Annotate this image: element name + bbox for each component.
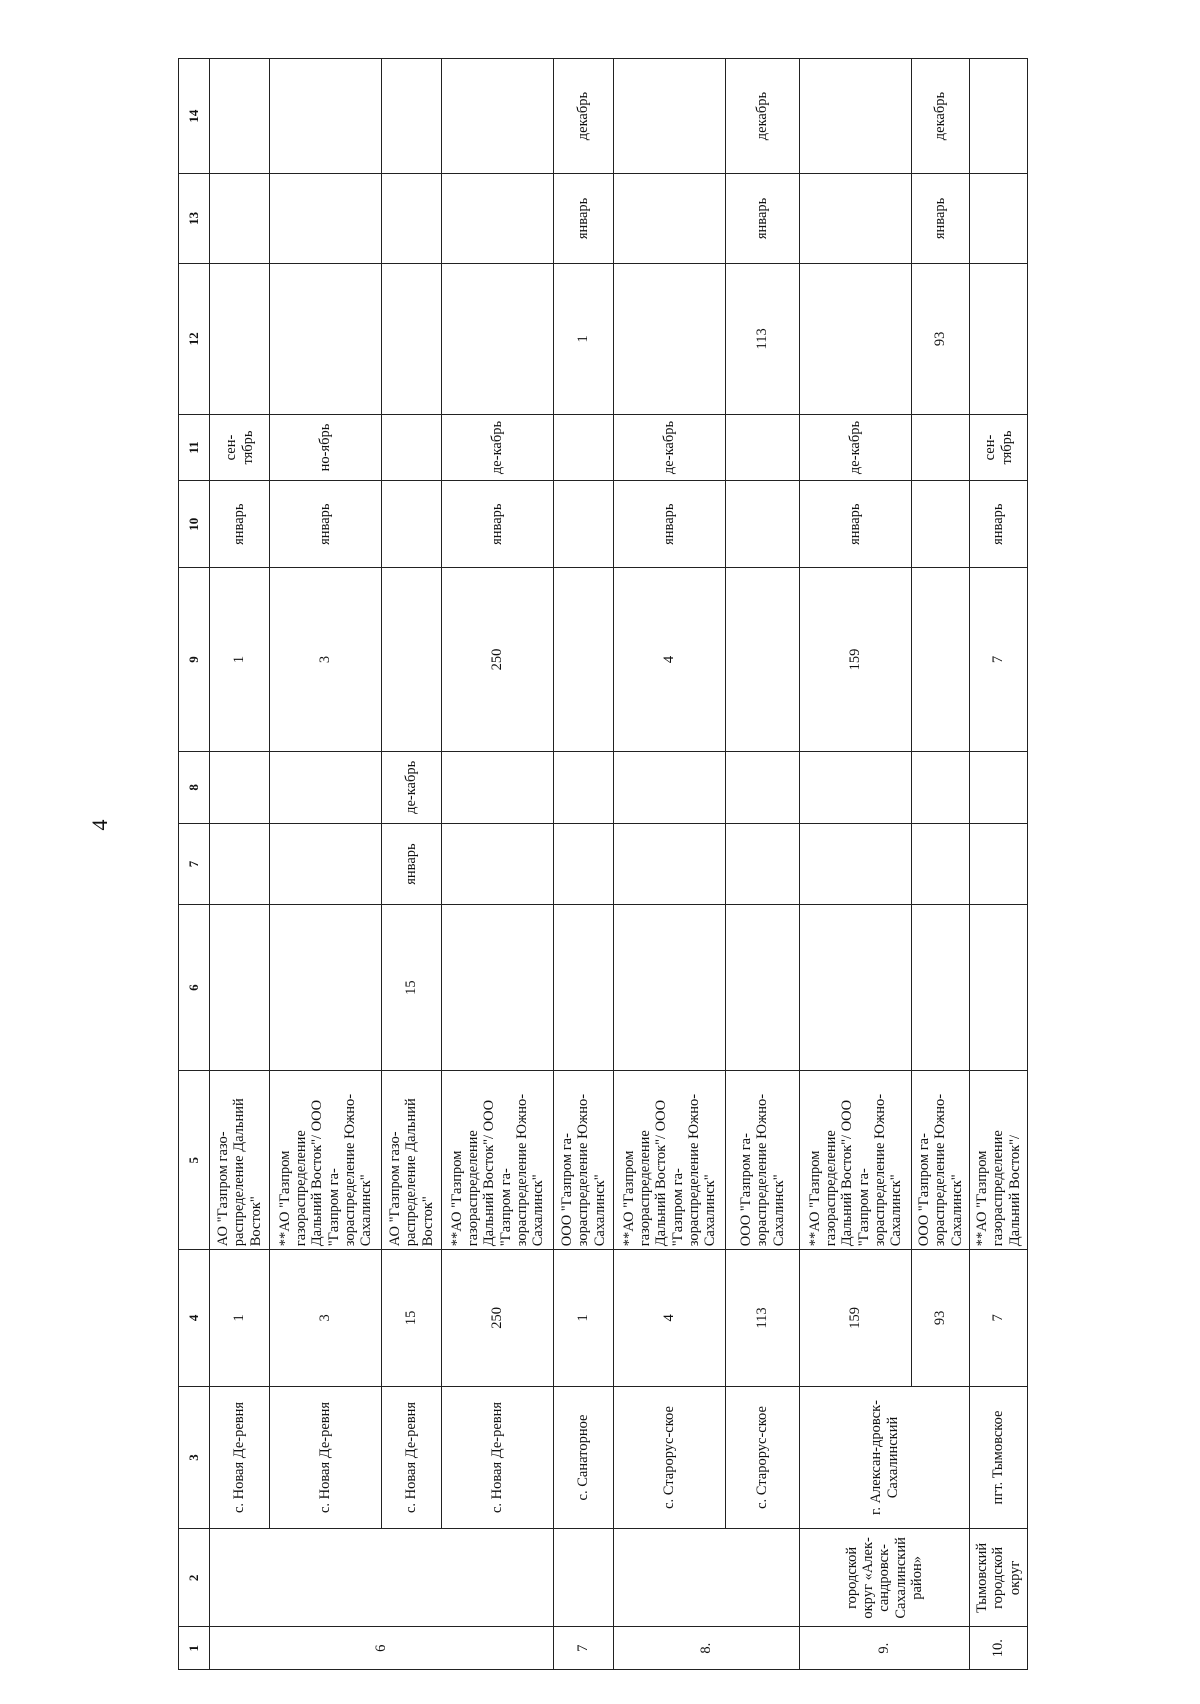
cell-organization: АО "Газпром газо-распределение Дальний Восток"	[210, 1071, 270, 1250]
page-number: 4	[87, 819, 112, 831]
cell-col9: 7	[970, 568, 1028, 751]
header-cell-1: 1	[179, 1627, 210, 1670]
cell-col7	[726, 824, 800, 905]
cell-col14	[442, 59, 554, 174]
cell-col12	[970, 263, 1028, 414]
cell-col13	[970, 174, 1028, 264]
cell-municipality	[210, 1529, 554, 1627]
cell-row-number: 6	[210, 1627, 554, 1670]
cell-col8	[800, 751, 912, 823]
cell-col8	[554, 751, 614, 823]
cell-col7	[270, 824, 382, 905]
cell-col10	[382, 481, 442, 568]
cell-col6: 15	[382, 905, 442, 1071]
table-row	[210, 59, 270, 1670]
cell-row-number: 9.	[800, 1627, 970, 1670]
cell-col13	[270, 174, 382, 264]
cell-col7	[442, 824, 554, 905]
table-row	[442, 59, 554, 1670]
cell-col9	[554, 568, 614, 751]
cell-col7	[912, 824, 970, 905]
table-row	[800, 59, 912, 1670]
header-cell-4: 4	[179, 1250, 210, 1386]
cell-col7	[970, 824, 1028, 905]
cell-col8	[726, 751, 800, 823]
cell-col11: но-ябрь	[270, 414, 382, 480]
cell-col12	[382, 263, 442, 414]
cell-col9: 159	[800, 568, 912, 751]
cell-col9	[382, 568, 442, 751]
cell-col13	[614, 174, 726, 264]
cell-col6	[614, 905, 726, 1071]
cell-col11: де-кабрь	[442, 414, 554, 480]
cell-col10: январь	[442, 481, 554, 568]
cell-row-number: 8.	[614, 1627, 800, 1670]
cell-col11	[382, 414, 442, 480]
cell-settlement: с. Старорус-ское	[726, 1386, 800, 1529]
cell-col12	[442, 263, 554, 414]
table-row	[614, 59, 726, 1670]
cell-municipality	[554, 1529, 614, 1627]
cell-row-number: 7	[554, 1627, 614, 1670]
cell-col12: 1	[554, 263, 614, 414]
cell-col11	[726, 414, 800, 480]
cell-col14	[382, 59, 442, 174]
cell-quantity: 113	[726, 1250, 800, 1386]
cell-col13	[382, 174, 442, 264]
cell-col7	[554, 824, 614, 905]
cell-quantity: 7	[970, 1250, 1028, 1386]
cell-col10	[726, 481, 800, 568]
header-cell-5: 5	[179, 1071, 210, 1250]
cell-col10: январь	[270, 481, 382, 568]
cell-col9: 3	[270, 568, 382, 751]
cell-organization: ООО "Газпром га-зораспределение Южно-Сахалинск"	[554, 1071, 614, 1250]
cell-organization: АО "Газпром газо-распределение Дальний Восток"	[382, 1071, 442, 1250]
cell-col14	[270, 59, 382, 174]
table-row	[270, 59, 382, 1670]
cell-municipality: городской округ «Алек-сандровск-Сахалинский район»	[800, 1529, 970, 1627]
cell-organization: ООО "Газпром га-зораспределение Южно-Сахалинск"	[912, 1071, 970, 1250]
cell-col8: де-кабрь	[382, 751, 442, 823]
header-cell-7: 7	[179, 824, 210, 905]
cell-col12: 113	[726, 263, 800, 414]
cell-col10: январь	[800, 481, 912, 568]
cell-col14	[210, 59, 270, 174]
cell-col13: январь	[554, 174, 614, 264]
cell-col11: сен-тябрь	[970, 414, 1028, 480]
cell-col7: январь	[382, 824, 442, 905]
cell-quantity: 1	[210, 1250, 270, 1386]
cell-organization: **АО "Газпром газораспределение Дальний Восток"/ ООО "Газпром га-зораспределение Южно-Сахалинск"	[614, 1071, 726, 1250]
cell-quantity: 4	[614, 1250, 726, 1386]
cell-municipality: Тымовский городской округ	[970, 1529, 1028, 1627]
cell-col6	[442, 905, 554, 1071]
header-cell-2: 2	[179, 1529, 210, 1627]
cell-col12: 93	[912, 263, 970, 414]
header-cell-12: 12	[179, 263, 210, 414]
cell-col11	[912, 414, 970, 480]
cell-quantity: 93	[912, 1250, 970, 1386]
cell-settlement: пгт. Тымовское	[970, 1386, 1028, 1529]
cell-settlement: с. Новая Де-ревня	[382, 1386, 442, 1529]
cell-col12	[614, 263, 726, 414]
cell-municipality	[614, 1529, 800, 1627]
cell-organization: ООО "Газпром га-зораспределение Южно-Сахалинск"	[726, 1071, 800, 1250]
cell-col12	[210, 263, 270, 414]
header-row	[179, 59, 210, 1670]
cell-col6	[726, 905, 800, 1071]
cell-col7	[614, 824, 726, 905]
cell-organization: **АО "Газпром газораспределение Дальний Восток"/ ООО "Газпром га-зораспределение Южно-Сахалинск"	[800, 1071, 912, 1250]
cell-settlement: с. Новая Де-ревня	[210, 1386, 270, 1529]
cell-settlement: с. Новая Де-ревня	[442, 1386, 554, 1529]
cell-col9	[912, 568, 970, 751]
cell-col14	[800, 59, 912, 174]
cell-col11: де-кабрь	[614, 414, 726, 480]
header-cell-10: 10	[179, 481, 210, 568]
cell-settlement: с. Новая Де-ревня	[270, 1386, 382, 1529]
header-cell-6: 6	[179, 905, 210, 1071]
cell-col8	[614, 751, 726, 823]
header-cell-9: 9	[179, 568, 210, 751]
cell-col12	[800, 263, 912, 414]
gasification-table	[178, 58, 1028, 1670]
header-cell-3: 3	[179, 1386, 210, 1529]
cell-col10: январь	[210, 481, 270, 568]
cell-col13	[442, 174, 554, 264]
cell-organization: **АО "Газпром газораспределение Дальний Восток"/	[970, 1071, 1028, 1250]
cell-col8	[442, 751, 554, 823]
header-cell-13: 13	[179, 174, 210, 264]
cell-quantity: 250	[442, 1250, 554, 1386]
cell-col14: декабрь	[726, 59, 800, 174]
cell-col8	[210, 751, 270, 823]
cell-col14	[614, 59, 726, 174]
cell-quantity: 3	[270, 1250, 382, 1386]
cell-organization: **АО "Газпром газораспределение Дальний Восток"/ ООО "Газпром га-зораспределение Южно-Сахалинск"	[442, 1071, 554, 1250]
rotated-table-content	[178, 58, 1078, 1670]
cell-col14	[970, 59, 1028, 174]
cell-col10: январь	[970, 481, 1028, 568]
cell-col9: 1	[210, 568, 270, 751]
cell-col6	[210, 905, 270, 1071]
cell-quantity: 15	[382, 1250, 442, 1386]
cell-quantity: 1	[554, 1250, 614, 1386]
table-row	[382, 59, 442, 1670]
cell-col9: 4	[614, 568, 726, 751]
cell-col11: сен-тябрь	[210, 414, 270, 480]
cell-settlement: с. Старорус-ское	[614, 1386, 726, 1529]
cell-col14: декабрь	[912, 59, 970, 174]
cell-col13: январь	[726, 174, 800, 264]
cell-quantity: 159	[800, 1250, 912, 1386]
cell-col6	[554, 905, 614, 1071]
cell-col8	[970, 751, 1028, 823]
cell-col9: 250	[442, 568, 554, 751]
cell-col6	[270, 905, 382, 1071]
cell-col13	[210, 174, 270, 264]
cell-col13: январь	[912, 174, 970, 264]
cell-col7	[210, 824, 270, 905]
cell-row-number: 10.	[970, 1627, 1028, 1670]
cell-col12	[270, 263, 382, 414]
cell-settlement: с. Санаторное	[554, 1386, 614, 1529]
table-row	[554, 59, 614, 1670]
cell-col10: январь	[614, 481, 726, 568]
cell-organization: **АО "Газпром газораспределение Дальний Восток"/ ООО "Газпром га-зораспределение Южно-Сахалинск"	[270, 1071, 382, 1250]
cell-col8	[912, 751, 970, 823]
cell-col9	[726, 568, 800, 751]
cell-settlement: г. Алексан-дровск-Сахалинский	[800, 1386, 970, 1529]
cell-col6	[800, 905, 912, 1071]
cell-col7	[800, 824, 912, 905]
cell-col11: де-кабрь	[800, 414, 912, 480]
header-cell-11: 11	[179, 414, 210, 480]
rotated-table-frame	[178, 58, 1078, 1670]
cell-col10	[554, 481, 614, 568]
cell-col14: декабрь	[554, 59, 614, 174]
cell-col6	[912, 905, 970, 1071]
cell-col10	[912, 481, 970, 568]
cell-col8	[270, 751, 382, 823]
header-cell-14: 14	[179, 59, 210, 174]
cell-col6	[970, 905, 1028, 1071]
cell-col11	[554, 414, 614, 480]
cell-col13	[800, 174, 912, 264]
table-row	[970, 59, 1028, 1670]
header-cell-8: 8	[179, 751, 210, 823]
table-row	[726, 59, 800, 1670]
